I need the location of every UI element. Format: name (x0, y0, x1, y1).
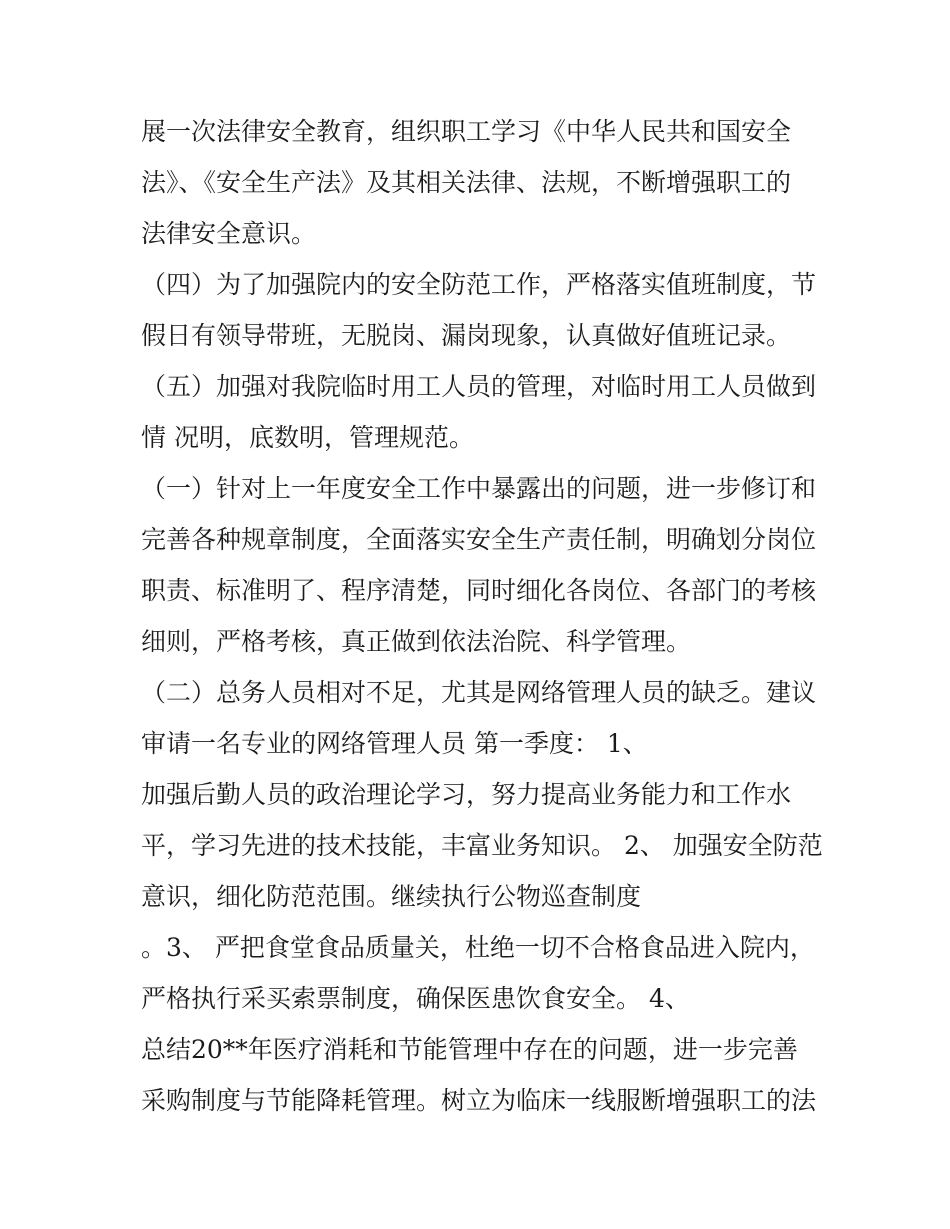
document-body (141, 106, 821, 1126)
text-line: 假日有领导带班，无脱岗、漏岗现象，认真做好值班记录。 (141, 321, 792, 350)
text-line: 平，学习先进的技术技能，丰富业务知识。 2、 加强安全防范 (141, 831, 823, 860)
text-line: 展一次法律安全教育，组织职工学习《中华人民共和国安全 (141, 117, 792, 146)
text-line: （五）加强对我院临时用工人员的管理，对临时用工人员做到 (141, 372, 817, 401)
text-line: 职责、标准明了、程序清楚，同时细化各岗位、各部门的考核 (141, 576, 817, 605)
text-line: （二）总务人员相对不足，尤其是网络管理人员的缺乏。建议 (141, 678, 817, 707)
text-line: （四）为了加强院内的安全防范工作，严格落实值班制度，节 (141, 270, 817, 299)
text-line: 审请一名专业的网络管理人员 第一季度： 1、 (141, 729, 648, 758)
text-line: （一）针对上一年度安全工作中暴露出的问题，进一步修订和 (141, 474, 817, 503)
text-line: 。3、 严把食堂食品质量关，杜绝一切不合格食品进入院内， (141, 933, 815, 962)
text-line: 加强后勤人员的政治理论学习，努力提高业务能力和工作水 (141, 780, 792, 809)
text-line: 情 况明，底数明，管理规范。 (141, 423, 474, 452)
text-line: 细则，严格考核，真正做到依法治院、科学管理。 (141, 627, 692, 656)
text-line: 完善各种规章制度，全面落实安全生产责任制，明确划分岗位 (141, 525, 817, 554)
text-line: 法》、《安全生产法》及其相关法律、法规，不断增强职工的 (141, 168, 792, 197)
text-line: 严格执行采买索票制度，确保医患饮食安全。 4、 (141, 984, 690, 1013)
text-line: 采购制度与节能降耗管理。树立为临床一线服断增强职工的法 (141, 1086, 817, 1115)
text-line: 总结20**年医疗消耗和节能管理中存在的问题，进一步完善 (141, 1035, 798, 1064)
text-line: 意识，细化防范范围。继续执行公物巡查制度 (141, 882, 642, 911)
text-line: 法律安全意识。 (141, 219, 317, 248)
